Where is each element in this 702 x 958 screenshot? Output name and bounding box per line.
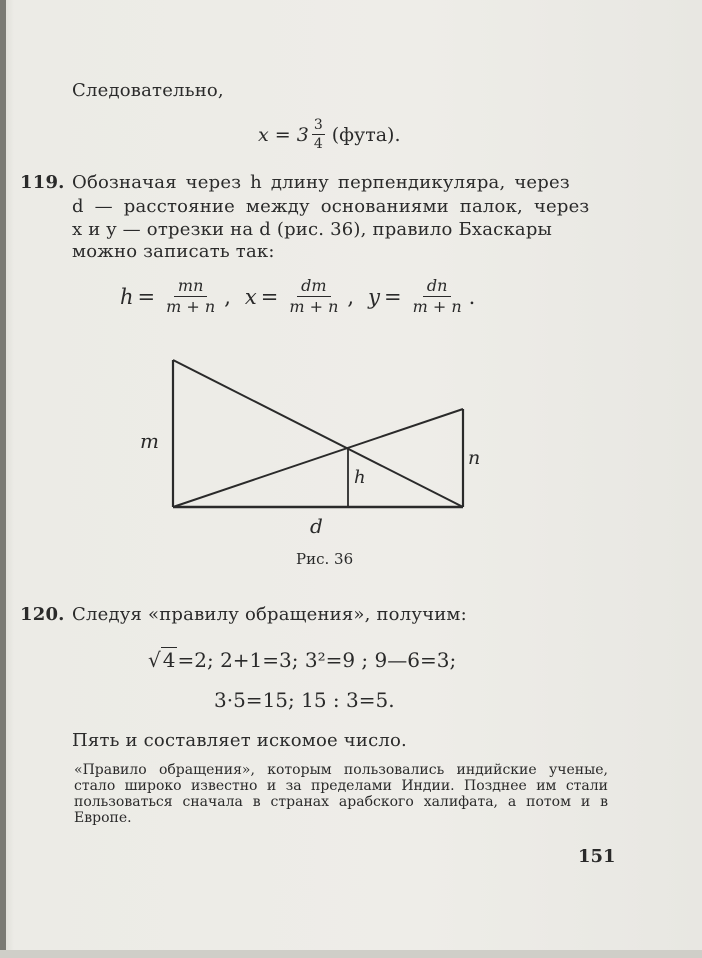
formula-y-fraction (409, 278, 466, 315)
formula-comma-2: , (347, 284, 355, 309)
page-bottom-edge (0, 950, 702, 958)
equations-line-2: 3·5=15; 15 : 3=5. (214, 688, 395, 712)
page-number: 151 (578, 846, 616, 867)
problem-119-number: 119. (20, 172, 65, 193)
equations-line-1 (148, 648, 456, 672)
formula-y-symbol: y (368, 284, 380, 309)
answer-fraction-numerator: 3 (313, 117, 323, 133)
formula-comma-1: , (224, 284, 231, 309)
problem-119-line-2: d — расстояние между основаниями палок, через (72, 196, 590, 217)
answer-fraction-denominator: 4 (313, 136, 323, 152)
label-h: h (354, 467, 366, 488)
book-spine (0, 0, 6, 958)
bhaskara-formulas (120, 278, 475, 315)
problem-120-line-1: Следуя «правилу обращения», получим: (72, 604, 467, 625)
sqrt-radicand: 4 (162, 648, 176, 672)
problem-119-line-4: можно записать так: (72, 241, 275, 262)
figure-36 (130, 350, 490, 540)
equations-line-1-rest: =2; 2+1=3; 3²=9 ; 9—6=3; (177, 648, 457, 672)
consequently-text: Следовательно, (72, 80, 224, 101)
answer-fraction (312, 118, 325, 151)
answer-lhs: x = 3 (258, 123, 309, 146)
answer-unit: (фута). (331, 123, 401, 146)
formula-h-fraction (162, 278, 219, 315)
problem-120-number: 120. (20, 604, 65, 625)
formula-x-equals: = (260, 284, 279, 309)
formula-y-numerator: dn (423, 278, 452, 297)
problem-119-line-3: x и y — отрезки на d (рис. 36), правило Бхаскары (72, 219, 553, 240)
figure-caption: Рис. 36 (296, 550, 354, 568)
formula-h-denominator: m + n (166, 297, 216, 316)
formula-y-denominator: m + n (412, 297, 462, 316)
conclusion-text: Пять и составляет искомое число. (72, 730, 407, 751)
label-m: m (140, 429, 159, 453)
footnote: «Правило обращения», которым пользовались индийские ученые, стало широко известно и за пределами Индии. Позднее им стали пользоваться сначала в странах арабского халифата, а потом и в Европе. (74, 762, 608, 826)
formula-x-denominator: m + n (289, 297, 339, 316)
answer-formula (258, 118, 401, 151)
problem-119-line-1: Обозначая через h длину перпендикуляра, через (72, 172, 570, 193)
sqrt-expression: √ 4 (148, 648, 176, 672)
formula-y-equals: = (383, 284, 402, 309)
formula-period: . (468, 284, 476, 309)
formula-x-symbol: x (244, 284, 257, 309)
formula-h-equals: = (137, 284, 156, 309)
diagonal-n-line (173, 409, 463, 507)
formula-h-symbol: h (120, 284, 134, 309)
label-d: d (310, 514, 323, 538)
formula-x-numerator: dm (297, 278, 330, 297)
formula-x-fraction (285, 278, 342, 315)
diagonal-m-line (173, 360, 463, 507)
formula-h-numerator: mn (174, 278, 207, 297)
label-n: n (468, 447, 481, 469)
